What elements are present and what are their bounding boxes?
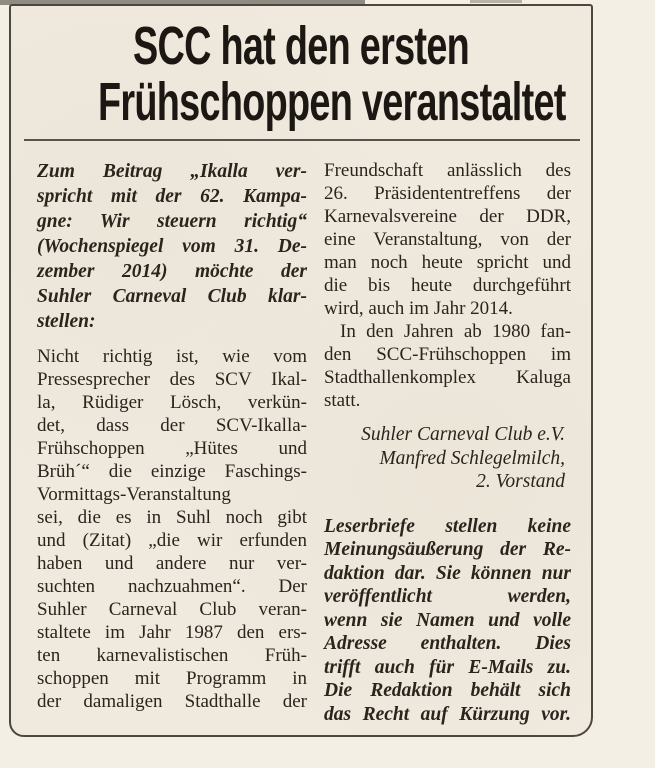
text-line: den SCC-Frühschoppen im [324, 344, 571, 365]
headline-line-2: Frühschoppen veranstaltet [98, 72, 566, 132]
text-line: Nicht richtig ist, wie vom [37, 346, 307, 367]
text-line: stellen: [37, 311, 96, 332]
text-line: Suhler Carneval Club veran- [37, 599, 307, 620]
text-line: Zum Beitrag „Ikalla ver- [37, 161, 307, 182]
text-line: veröffentlicht werden, [324, 586, 571, 607]
text-line: sei, die es in Suhl noch gibt [37, 507, 307, 528]
body-paragraph-left [37, 345, 307, 713]
article-frame [9, 4, 593, 737]
intro-paragraph [37, 159, 307, 334]
text-line: Brüh´“ die einzige Faschings- [37, 461, 307, 482]
text-line: Manfred Schlegelmilch, [379, 447, 565, 469]
text-line: spricht mit der 62. Kampa- [37, 186, 307, 207]
text-line: Meinungsäußerung der Re- [324, 539, 571, 560]
column-right [324, 159, 571, 726]
text-line: Stadthallenkomplex Kaluga [324, 367, 571, 388]
text-line: man noch heute spricht und [324, 252, 571, 273]
text-line: eine Veranstaltung, von der [324, 229, 571, 250]
text-line: 2. Vorstand [476, 471, 565, 492]
text-line: der damaligen Stadthalle der [37, 691, 307, 712]
text-line: suchten nachzuahmen“. Der [37, 576, 307, 597]
text-line: Adresse enthalten. Dies [324, 633, 571, 654]
text-line: und (Zitat) „die wir erfunden [37, 530, 307, 551]
headline [98, 16, 566, 132]
text-line: 26. Präsidententreffens der [324, 183, 571, 204]
text-line: Die Redaktion behält sich [324, 680, 571, 701]
text-line: ten karnevalistischen Früh- [37, 645, 307, 666]
headline-divider [24, 139, 580, 141]
headline-line-1: SCC hat den ersten [132, 16, 470, 76]
text-line: gne: Wir steuern richtig“ [37, 211, 307, 232]
text-line: Frühschoppen „Hütes und [37, 438, 307, 459]
text-line: zember 2014) möchte der [37, 261, 307, 282]
text-line: trifft auch für E-Mails zu. [324, 656, 571, 678]
text-line: schoppen mit Programm in [37, 668, 307, 689]
text-line: Pressesprecher des SCV Ikal- [37, 369, 307, 390]
text-line: (Wochenspiegel vom 31. De- [37, 236, 307, 257]
text-line: daktion dar. Sie können nur [324, 562, 571, 584]
signature [324, 423, 571, 494]
text-line: haben und andere nur ver- [37, 553, 307, 574]
text-line: Freundschaft anlässlich des [324, 160, 571, 181]
text-line: Karnevalsvereine der DDR, [324, 206, 571, 227]
column-left [37, 159, 307, 726]
text-line: wird, auch im Jahr 2014. [324, 298, 513, 319]
text-line: Suhler Carneval Club klar- [37, 286, 307, 307]
text-line: statt. [324, 390, 361, 411]
text-line: wenn sie Namen und volle [324, 609, 571, 631]
text-line: die bis heute durchgeführt [324, 275, 571, 296]
text-line: det, dass der SCV-Ikalla- [37, 415, 307, 436]
text-line: Vormittags-Veranstaltung [37, 484, 231, 505]
article-body [37, 159, 571, 726]
text-line: In den Jahren ab 1980 fan- [340, 321, 571, 342]
body-paragraph-2 [324, 320, 571, 412]
body-paragraph-continuation [324, 159, 571, 320]
scan-edge-artifact-right [470, 0, 522, 3]
text-line: staltete im Jahr 1987 den ers- [37, 622, 307, 643]
text-line: Suhler Carneval Club e.V. [361, 424, 565, 445]
text-line: Leserbriefe stellen keine [324, 515, 571, 537]
editorial-disclaimer [324, 515, 571, 727]
text-line: la, Rüdiger Lösch, verkün- [37, 392, 307, 413]
text-line: das Recht auf Kürzung vor. [324, 703, 571, 725]
